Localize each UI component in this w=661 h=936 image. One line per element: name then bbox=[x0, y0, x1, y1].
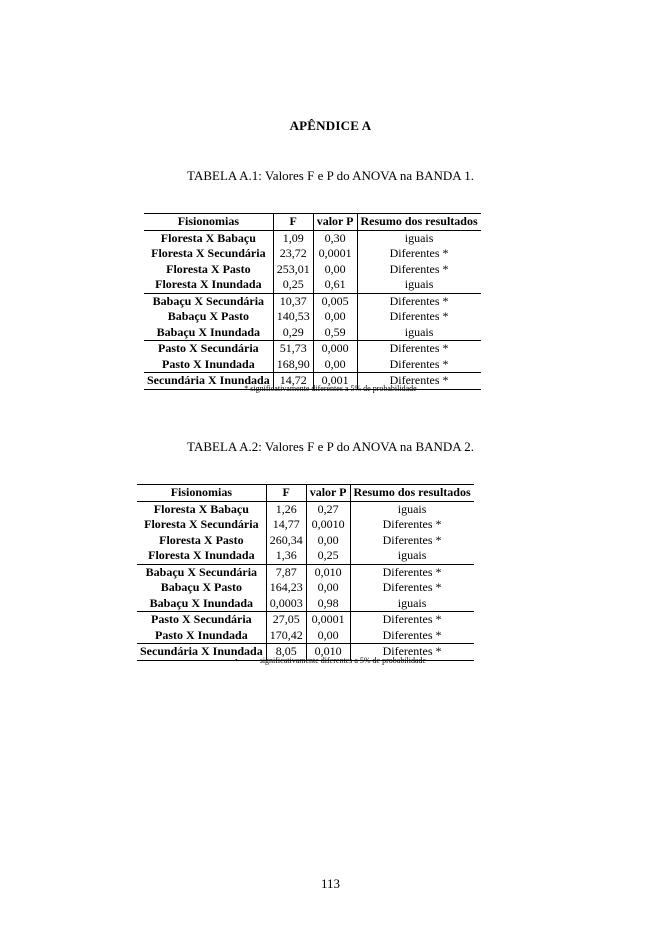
fisionomia-cell: Floresta X Inundada bbox=[148, 548, 255, 562]
f-value-cell: 0,25 bbox=[273, 277, 313, 293]
row-group bbox=[137, 564, 474, 612]
table-row bbox=[144, 325, 481, 341]
row-group bbox=[137, 501, 474, 564]
f-value-cell: 1,36 bbox=[266, 548, 306, 564]
table-row bbox=[144, 341, 481, 357]
table-row bbox=[144, 277, 481, 293]
table-header-row bbox=[137, 485, 474, 502]
result-cell: Diferentes * bbox=[357, 309, 481, 325]
row-group bbox=[144, 293, 481, 341]
table-row bbox=[144, 246, 481, 262]
result-cell: Diferentes * bbox=[350, 580, 474, 596]
f-value-cell: 140,53 bbox=[273, 309, 313, 325]
p-value-cell: 0,0010 bbox=[306, 517, 350, 533]
result-cell: Diferentes * bbox=[350, 517, 474, 533]
f-value-cell: 0,29 bbox=[273, 325, 313, 341]
result-cell: Diferentes * bbox=[350, 564, 474, 580]
f-value-cell: 8,05 bbox=[266, 644, 306, 661]
p-value-cell: 0,00 bbox=[306, 628, 350, 644]
table-a1 bbox=[144, 213, 481, 390]
p-value-cell: 0,010 bbox=[306, 644, 350, 661]
result-cell: Diferentes * bbox=[350, 612, 474, 628]
table-row bbox=[137, 580, 474, 596]
header-valor-p: valor P bbox=[306, 485, 350, 502]
table-row bbox=[137, 533, 474, 549]
table-a1-caption: TABELA A.1: Valores F e P do ANOVA na BANDA 1. bbox=[187, 168, 474, 183]
result-cell: Diferentes * bbox=[357, 293, 481, 309]
f-value-cell: 164,23 bbox=[266, 580, 306, 596]
f-value-cell: 260,34 bbox=[266, 533, 306, 549]
f-value-cell: 1,26 bbox=[266, 501, 306, 517]
p-value-cell: 0,61 bbox=[313, 277, 357, 293]
fisionomia-cell: Babaçu X Secundária bbox=[144, 293, 273, 309]
result-cell: iguais bbox=[357, 277, 481, 293]
p-value-cell: 0,00 bbox=[313, 309, 357, 325]
fisionomia-cell: Secundária X Inundada bbox=[137, 644, 266, 661]
table-row bbox=[137, 628, 474, 644]
result-cell: Diferentes * bbox=[357, 373, 481, 390]
p-value-cell: 0,27 bbox=[306, 501, 350, 517]
f-value-cell: 253,01 bbox=[273, 262, 313, 278]
f-value-cell: 23,72 bbox=[273, 246, 313, 262]
table-a2-footnote bbox=[0, 656, 661, 665]
fisionomia-cell: Floresta X Babaçu bbox=[160, 230, 256, 245]
fisionomia-cell: Floresta X Secundária bbox=[144, 517, 259, 531]
fisionomia-cell: Pasto X Secundária bbox=[144, 341, 273, 357]
row-group bbox=[144, 341, 481, 373]
result-cell: iguais bbox=[350, 596, 474, 612]
result-cell: Diferentes * bbox=[357, 341, 481, 357]
f-value-cell: 14,72 bbox=[273, 373, 313, 390]
p-value-cell: 0,00 bbox=[313, 262, 357, 278]
page-number: 113 bbox=[320, 876, 341, 891]
p-value-cell: 0,59 bbox=[313, 325, 357, 341]
footnote-bullet-icon: • bbox=[234, 656, 238, 665]
header-valor-p: valor P bbox=[313, 214, 357, 231]
fisionomia-cell: Floresta X Pasto bbox=[166, 261, 251, 276]
fisionomia-cell: Pasto X Secundária bbox=[137, 612, 266, 628]
row-group bbox=[137, 612, 474, 644]
p-value-cell: 0,00 bbox=[306, 580, 350, 596]
fisionomia-cell: Floresta X Babaçu bbox=[153, 501, 249, 516]
fisionomia-cell: Secundária X Inundada bbox=[144, 373, 273, 390]
table-a2 bbox=[137, 484, 474, 661]
result-cell: Diferentes * bbox=[357, 357, 481, 373]
result-cell: iguais bbox=[350, 548, 474, 564]
f-value-cell: 168,90 bbox=[273, 357, 313, 373]
table-row bbox=[137, 596, 474, 612]
p-value-cell: 0,0001 bbox=[306, 612, 350, 628]
table-row bbox=[137, 612, 474, 628]
table-header-row bbox=[144, 214, 481, 231]
p-value-cell: 0,00 bbox=[313, 357, 357, 373]
result-cell: iguais bbox=[357, 325, 481, 341]
header-resumo: Resumo dos resultados bbox=[350, 485, 474, 502]
p-value-cell: 0,30 bbox=[313, 230, 357, 246]
result-cell: Diferentes * bbox=[357, 246, 481, 262]
table-a2-caption: TABELA A.2: Valores F e P do ANOVA na BANDA 2. bbox=[187, 439, 474, 454]
f-value-cell: 27,05 bbox=[266, 612, 306, 628]
p-value-cell: 0,0001 bbox=[313, 246, 357, 262]
table-row bbox=[144, 357, 481, 373]
fisionomia-cell: Pasto X Inundada bbox=[162, 356, 255, 371]
fisionomia-cell: Pasto X Inundada bbox=[155, 627, 248, 642]
header-resumo: Resumo dos resultados bbox=[357, 214, 481, 231]
header-f: F bbox=[273, 214, 313, 231]
table-row bbox=[137, 564, 474, 580]
p-value-cell: 0,010 bbox=[306, 564, 350, 580]
f-value-cell: 7,87 bbox=[266, 564, 306, 580]
table-row bbox=[144, 230, 481, 246]
header-fisionomias: Fisionomias bbox=[144, 214, 273, 231]
table-row bbox=[137, 501, 474, 517]
p-value-cell: 0,98 bbox=[306, 596, 350, 612]
fisionomia-cell: Babaçu X Secundária bbox=[137, 564, 266, 580]
f-value-cell: 14,77 bbox=[266, 517, 306, 533]
p-value-cell: 0,001 bbox=[313, 373, 357, 390]
p-value-cell: 0,005 bbox=[313, 293, 357, 309]
result-cell: iguais bbox=[350, 501, 474, 517]
f-value-cell: 10,37 bbox=[273, 293, 313, 309]
p-value-cell: 0,00 bbox=[306, 533, 350, 549]
table-row bbox=[144, 293, 481, 309]
fisionomia-cell: Babaçu X Pasto bbox=[160, 580, 243, 594]
fisionomia-cell: Babaçu X Inundada bbox=[156, 324, 261, 339]
result-cell: Diferentes * bbox=[350, 644, 474, 661]
p-value-cell: 0,000 bbox=[313, 341, 357, 357]
footnote-text: significativamente diferentes a 5% de probabilidade bbox=[259, 656, 427, 665]
table-row bbox=[137, 548, 474, 564]
result-cell: Diferentes * bbox=[357, 262, 481, 278]
table-row bbox=[137, 517, 474, 533]
header-fisionomias: Fisionomias bbox=[137, 485, 266, 502]
f-value-cell: 1,09 bbox=[273, 230, 313, 246]
fisionomia-cell: Babaçu X Inundada bbox=[149, 595, 254, 610]
fisionomia-cell: Floresta X Secundária bbox=[151, 246, 266, 260]
fisionomia-cell: Floresta X Pasto bbox=[159, 532, 244, 547]
appendix-title: APÊNDICE A bbox=[289, 118, 372, 133]
table-row bbox=[144, 262, 481, 278]
fisionomia-cell: Babaçu X Pasto bbox=[167, 309, 250, 323]
f-value-cell: 51,73 bbox=[273, 341, 313, 357]
result-cell: iguais bbox=[357, 230, 481, 246]
p-value-cell: 0,25 bbox=[306, 548, 350, 564]
header-f: F bbox=[266, 485, 306, 502]
fisionomia-cell: Floresta X Inundada bbox=[155, 277, 262, 291]
result-cell: Diferentes * bbox=[350, 533, 474, 549]
table-a1-footnote: * significativamente diferentes a 5% de probabilidade bbox=[244, 384, 417, 393]
f-value-cell: 0,0003 bbox=[266, 596, 306, 612]
result-cell: Diferentes * bbox=[350, 628, 474, 644]
row-group bbox=[144, 230, 481, 293]
table-row bbox=[144, 309, 481, 325]
f-value-cell: 170,42 bbox=[266, 628, 306, 644]
